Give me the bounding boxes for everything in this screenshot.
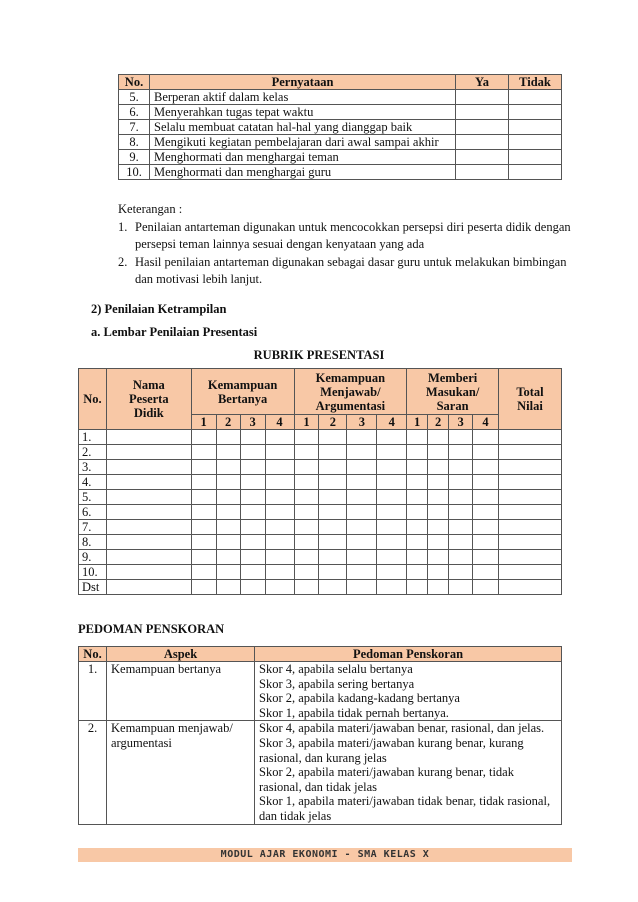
score-cell[interactable] [216, 445, 240, 460]
guide-criteria [255, 662, 562, 721]
score-label: 2 [428, 415, 449, 430]
score-cell[interactable] [473, 490, 499, 505]
yes-cell[interactable] [456, 90, 509, 105]
table-row [79, 550, 562, 565]
score-cell[interactable] [319, 475, 347, 490]
rubric-row-number: 6. [79, 505, 107, 520]
guide-aspect-header: Aspek [107, 647, 255, 662]
score-cell[interactable] [191, 535, 216, 550]
score-cell[interactable] [407, 535, 428, 550]
note-text: Penilaian antarteman digunakan untuk mencocokkan persepsi diri peserta didik dengan persepsi teman lainnya sesuai dengan kenyataan yang ada [135, 219, 571, 251]
rubric-table [78, 368, 562, 595]
score-cell[interactable] [265, 520, 294, 535]
student-name-cell[interactable] [106, 550, 191, 565]
score-cell[interactable] [240, 535, 265, 550]
row-statement: Berperan aktif dalam kelas [150, 90, 456, 105]
student-name-cell[interactable] [106, 535, 191, 550]
score-cell[interactable] [377, 550, 407, 565]
notes-title: Keterangan : [118, 202, 183, 216]
rubric-suggestion-header: Memberi Masukan/ Saran [407, 369, 499, 415]
table-row [119, 105, 562, 120]
student-name-cell[interactable] [106, 460, 191, 475]
no-cell[interactable] [509, 120, 562, 135]
yes-cell[interactable] [456, 165, 509, 180]
score-label: 1 [407, 415, 428, 430]
score-cell[interactable] [347, 535, 377, 550]
student-name-cell[interactable] [106, 580, 191, 595]
score-cell[interactable] [377, 580, 407, 595]
table-row [79, 565, 562, 580]
student-name-cell[interactable] [106, 520, 191, 535]
score-cell[interactable] [319, 490, 347, 505]
guide-row-number: 2. [79, 721, 107, 824]
score-cell[interactable] [240, 520, 265, 535]
score-cell[interactable] [265, 580, 294, 595]
table-row [79, 580, 562, 595]
row-number: 8. [119, 135, 150, 150]
score-cell[interactable] [216, 460, 240, 475]
rubric-no-header: No. [79, 369, 107, 430]
score-cell[interactable] [473, 505, 499, 520]
score-cell[interactable] [407, 550, 428, 565]
score-cell[interactable] [294, 505, 319, 520]
score-label: 3 [347, 415, 377, 430]
score-cell[interactable] [449, 460, 473, 475]
row-number: 5. [119, 90, 150, 105]
score-cell[interactable] [428, 445, 449, 460]
score-cell[interactable] [216, 505, 240, 520]
criteria-line: Skor 3, apabila sering bertanya [259, 676, 415, 691]
score-cell[interactable] [377, 430, 407, 445]
score-cell[interactable] [319, 460, 347, 475]
guide-no-header: No. [79, 647, 107, 662]
rubric-title: RUBRIK PRESENTASI [253, 348, 385, 362]
total-score-cell[interactable] [498, 535, 561, 550]
student-name-cell[interactable] [106, 445, 191, 460]
score-cell[interactable] [407, 505, 428, 520]
score-cell[interactable] [473, 550, 499, 565]
score-cell[interactable] [347, 505, 377, 520]
guide-criteria-header: Pedoman Penskoran [255, 647, 562, 662]
score-cell[interactable] [191, 550, 216, 565]
total-score-cell[interactable] [498, 430, 561, 445]
score-label: 1 [294, 415, 319, 430]
score-cell[interactable] [428, 490, 449, 505]
section-heading: 2) Penilaian Ketrampilan [91, 302, 227, 316]
row-number: 7. [119, 120, 150, 135]
statement-table [118, 74, 562, 180]
yes-cell[interactable] [456, 120, 509, 135]
score-cell[interactable] [377, 445, 407, 460]
row-number: 6. [119, 105, 150, 120]
score-cell[interactable] [449, 445, 473, 460]
score-cell[interactable] [240, 580, 265, 595]
score-cell[interactable] [449, 475, 473, 490]
row-number: 10. [119, 165, 150, 180]
score-cell[interactable] [377, 505, 407, 520]
criteria-line: Skor 1, apabila materi/jawaban tidak benar, tidak rasional, dan tidak jelas [259, 794, 551, 823]
score-cell[interactable] [294, 550, 319, 565]
note-number: 1. [118, 219, 128, 234]
score-cell[interactable] [294, 565, 319, 580]
score-cell[interactable] [347, 445, 377, 460]
statement-table-header [119, 75, 562, 90]
score-cell[interactable] [428, 565, 449, 580]
score-label: 4 [473, 415, 499, 430]
score-cell[interactable] [294, 430, 319, 445]
rubric-row-number: 7. [79, 520, 107, 535]
row-statement: Mengikuti kegiatan pembelajaran dari awal sampai akhir [150, 135, 456, 150]
rubric-row-number: 8. [79, 535, 107, 550]
rubric-answer-header: Kemampuan Menjawab/ Argumentasi [294, 369, 407, 415]
score-cell[interactable] [347, 475, 377, 490]
criteria-line: Skor 2, apabila kadang-kadang bertanya [259, 691, 460, 706]
total-score-cell[interactable] [498, 520, 561, 535]
score-cell[interactable] [407, 430, 428, 445]
rubric-row-number: 9. [79, 550, 107, 565]
score-label: 3 [240, 415, 265, 430]
score-cell[interactable] [191, 580, 216, 595]
rubric-header-row [79, 369, 562, 415]
rubric-row-number: 4. [79, 475, 107, 490]
score-cell[interactable] [449, 565, 473, 580]
row-statement: Menyerahkan tugas tepat waktu [150, 105, 456, 120]
score-cell[interactable] [191, 460, 216, 475]
score-label: 2 [216, 415, 240, 430]
scoring-guide-header [79, 647, 562, 662]
score-cell[interactable] [377, 565, 407, 580]
total-score-cell[interactable] [498, 445, 561, 460]
score-cell[interactable] [473, 460, 499, 475]
student-name-cell[interactable] [106, 505, 191, 520]
student-name-cell[interactable] [106, 430, 191, 445]
score-cell[interactable] [240, 460, 265, 475]
table-row [79, 475, 562, 490]
score-cell[interactable] [265, 475, 294, 490]
score-cell[interactable] [377, 535, 407, 550]
score-cell[interactable] [294, 535, 319, 550]
score-cell[interactable] [216, 535, 240, 550]
subsection-heading: a. Lembar Penilaian Presentasi [91, 325, 258, 339]
score-cell[interactable] [191, 445, 216, 460]
score-label: 1 [191, 415, 216, 430]
criteria-line: Skor 1, apabila tidak pernah bertanya. [259, 705, 449, 720]
col-statement-header: Pernyataan [150, 75, 456, 90]
score-cell[interactable] [473, 565, 499, 580]
table-row [119, 165, 562, 180]
score-cell[interactable] [191, 505, 216, 520]
score-cell[interactable] [265, 490, 294, 505]
score-cell[interactable] [265, 565, 294, 580]
score-cell[interactable] [449, 430, 473, 445]
score-cell[interactable] [473, 535, 499, 550]
score-cell[interactable] [265, 460, 294, 475]
row-statement: Menghormati dan menghargai guru [150, 165, 456, 180]
score-cell[interactable] [449, 520, 473, 535]
score-cell[interactable] [347, 460, 377, 475]
col-yes-header: Ya [456, 75, 509, 90]
guide-criteria [255, 721, 562, 824]
score-cell[interactable] [294, 460, 319, 475]
score-cell[interactable] [216, 520, 240, 535]
table-row [79, 430, 562, 445]
no-cell[interactable] [509, 165, 562, 180]
score-label: 4 [265, 415, 294, 430]
score-cell[interactable] [240, 430, 265, 445]
student-name-cell[interactable] [106, 475, 191, 490]
score-cell[interactable] [347, 430, 377, 445]
criteria-line: Skor 4, apabila selalu bertanya [259, 662, 413, 676]
table-row [79, 445, 562, 460]
score-cell[interactable] [407, 520, 428, 535]
score-label: 4 [377, 415, 407, 430]
score-cell[interactable] [265, 550, 294, 565]
student-name-cell[interactable] [106, 490, 191, 505]
score-cell[interactable] [407, 460, 428, 475]
score-cell[interactable] [216, 550, 240, 565]
table-row [79, 505, 562, 520]
yes-cell[interactable] [456, 135, 509, 150]
row-number: 9. [119, 150, 150, 165]
score-cell[interactable] [347, 565, 377, 580]
no-cell[interactable] [509, 135, 562, 150]
note-number: 2. [118, 254, 128, 269]
total-score-cell[interactable] [498, 475, 561, 490]
rubric-body [79, 430, 562, 595]
score-cell[interactable] [294, 490, 319, 505]
no-cell[interactable] [509, 150, 562, 165]
score-cell[interactable] [407, 490, 428, 505]
score-cell[interactable] [319, 430, 347, 445]
score-cell[interactable] [449, 535, 473, 550]
score-cell[interactable] [407, 445, 428, 460]
score-cell[interactable] [191, 520, 216, 535]
score-cell[interactable] [216, 565, 240, 580]
notes-block [118, 201, 573, 289]
score-cell[interactable] [319, 445, 347, 460]
page-footer: MODUL AJAR EKONOMI - SMA KELAS X [78, 848, 572, 862]
score-cell[interactable] [216, 580, 240, 595]
score-cell[interactable] [216, 475, 240, 490]
score-cell[interactable] [449, 490, 473, 505]
table-row [119, 150, 562, 165]
score-cell[interactable] [191, 475, 216, 490]
score-cell[interactable] [428, 475, 449, 490]
score-cell[interactable] [449, 580, 473, 595]
score-cell[interactable] [473, 475, 499, 490]
score-cell[interactable] [265, 505, 294, 520]
criteria-line: Skor 2, apabila materi/jawaban kurang benar, tidak rasional, dan tidak jelas [259, 765, 514, 794]
score-cell[interactable] [319, 505, 347, 520]
score-cell[interactable] [265, 535, 294, 550]
score-cell[interactable] [377, 475, 407, 490]
score-cell[interactable] [265, 445, 294, 460]
note-item [118, 254, 573, 289]
score-cell[interactable] [449, 550, 473, 565]
criteria-line: Skor 4, apabila materi/jawaban benar, rasional, dan jelas. [259, 721, 545, 736]
score-cell[interactable] [216, 430, 240, 445]
rubric-row-number: 2. [79, 445, 107, 460]
score-cell[interactable] [240, 505, 265, 520]
score-cell[interactable] [347, 520, 377, 535]
guide-row-number: 1. [79, 662, 107, 721]
score-cell[interactable] [319, 565, 347, 580]
score-cell[interactable] [428, 580, 449, 595]
score-cell[interactable] [240, 565, 265, 580]
total-score-cell[interactable] [498, 580, 561, 595]
rubric-question-header: Kemampuan Bertanya [191, 369, 294, 415]
table-row [79, 721, 562, 824]
total-score-cell[interactable] [498, 565, 561, 580]
score-cell[interactable] [428, 505, 449, 520]
score-cell[interactable] [428, 430, 449, 445]
score-cell[interactable] [377, 520, 407, 535]
no-cell[interactable] [509, 90, 562, 105]
score-cell[interactable] [407, 475, 428, 490]
score-cell[interactable] [294, 475, 319, 490]
note-text: Hasil penilaian antarteman digunakan sebagai dasar guru untuk melakukan bimbingan dan motivasi lebih lanjut. [135, 254, 567, 286]
score-cell[interactable] [473, 520, 499, 535]
score-cell[interactable] [407, 565, 428, 580]
scoring-guide-title: PEDOMAN PENSKORAN [78, 622, 225, 636]
score-cell[interactable] [294, 445, 319, 460]
note-item [118, 219, 573, 254]
rubric-row-number: 5. [79, 490, 107, 505]
table-row [79, 490, 562, 505]
score-cell[interactable] [319, 550, 347, 565]
yes-cell[interactable] [456, 150, 509, 165]
total-score-cell[interactable] [498, 505, 561, 520]
total-score-cell[interactable] [498, 460, 561, 475]
score-cell[interactable] [294, 520, 319, 535]
scoring-guide-table [78, 646, 562, 825]
rubric-row-number: 1. [79, 430, 107, 445]
guide-aspect: Kemampuan menjawab/ argumentasi [107, 721, 255, 824]
score-cell[interactable] [347, 490, 377, 505]
table-row [119, 90, 562, 105]
score-cell[interactable] [428, 535, 449, 550]
criteria-line: Skor 3, apabila materi/jawaban kurang benar, kurang rasional, dan kurang jelas [259, 735, 524, 765]
table-row [119, 120, 562, 135]
table-row [79, 662, 562, 721]
row-statement: Menghormati dan menghargai teman [150, 150, 456, 165]
score-cell[interactable] [473, 430, 499, 445]
score-cell[interactable] [240, 445, 265, 460]
rubric-total-header: Total Nilai [498, 369, 561, 430]
no-cell[interactable] [509, 105, 562, 120]
score-cell[interactable] [191, 565, 216, 580]
score-cell[interactable] [449, 505, 473, 520]
score-cell[interactable] [294, 580, 319, 595]
table-row [79, 460, 562, 475]
score-cell[interactable] [428, 550, 449, 565]
row-statement: Selalu membuat catatan hal-hal yang dianggap baik [150, 120, 456, 135]
score-cell[interactable] [319, 535, 347, 550]
score-cell[interactable] [428, 520, 449, 535]
col-no-header: No. [119, 75, 150, 90]
score-cell[interactable] [428, 460, 449, 475]
score-cell[interactable] [319, 580, 347, 595]
score-cell[interactable] [377, 460, 407, 475]
score-cell[interactable] [265, 430, 294, 445]
rubric-name-header: Nama Peserta Didik [106, 369, 191, 430]
score-label: 3 [449, 415, 473, 430]
total-score-cell[interactable] [498, 550, 561, 565]
score-cell[interactable] [216, 490, 240, 505]
score-cell[interactable] [407, 580, 428, 595]
col-no-answer-header: Tidak [509, 75, 562, 90]
score-cell[interactable] [191, 430, 216, 445]
score-cell[interactable] [240, 550, 265, 565]
yes-cell[interactable] [456, 105, 509, 120]
score-label: 2 [319, 415, 347, 430]
score-cell[interactable] [240, 475, 265, 490]
score-cell[interactable] [377, 490, 407, 505]
table-row [79, 535, 562, 550]
rubric-row-number: 10. [79, 565, 107, 580]
table-row [119, 135, 562, 150]
student-name-cell[interactable] [106, 565, 191, 580]
total-score-cell[interactable] [498, 490, 561, 505]
rubric-row-number: 3. [79, 460, 107, 475]
score-cell[interactable] [347, 550, 377, 565]
table-row [79, 520, 562, 535]
score-cell[interactable] [191, 490, 216, 505]
score-cell[interactable] [473, 445, 499, 460]
guide-aspect: Kemampuan bertanya [107, 662, 255, 721]
score-cell[interactable] [347, 580, 377, 595]
score-cell[interactable] [319, 520, 347, 535]
rubric-row-number: Dst [79, 580, 107, 595]
score-cell[interactable] [473, 580, 499, 595]
score-cell[interactable] [240, 490, 265, 505]
